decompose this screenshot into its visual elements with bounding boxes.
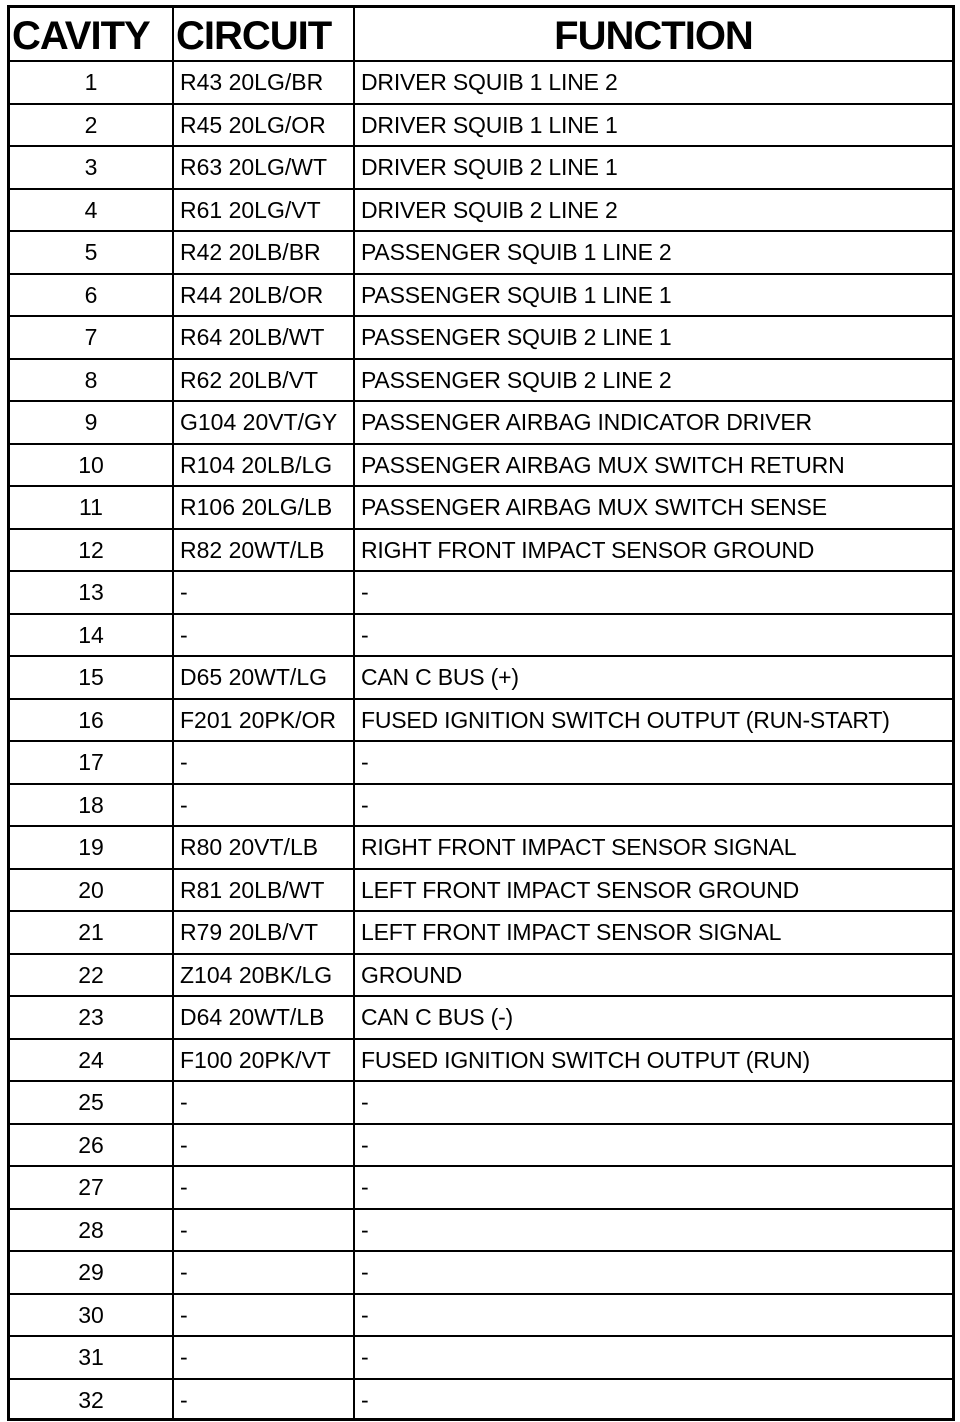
cavity-cell: 15 [10, 656, 173, 699]
function-cell: PASSENGER AIRBAG MUX SWITCH SENSE [354, 486, 952, 529]
circuit-cell: - [173, 784, 354, 827]
function-cell: - [354, 741, 952, 784]
function-cell: - [354, 614, 952, 657]
table-row [10, 1081, 952, 1124]
circuit-cell: R62 20LB/VT [173, 359, 354, 402]
connector-pinout-table-frame [7, 5, 955, 1421]
function-cell: LEFT FRONT IMPACT SENSOR GROUND [354, 869, 952, 912]
circuit-cell: R63 20LG/WT [173, 146, 354, 189]
cavity-cell: 23 [10, 996, 173, 1039]
table-row [10, 1251, 952, 1294]
function-cell: PASSENGER AIRBAG MUX SWITCH RETURN [354, 444, 952, 487]
cavity-cell: 26 [10, 1124, 173, 1167]
circuit-cell: R42 20LB/BR [173, 231, 354, 274]
cavity-cell: 16 [10, 699, 173, 742]
table-row [10, 699, 952, 742]
cavity-cell: 2 [10, 104, 173, 147]
circuit-cell: Z104 20BK/LG [173, 954, 354, 997]
circuit-cell: R79 20LB/VT [173, 911, 354, 954]
table-row [10, 1039, 952, 1082]
table-row [10, 231, 952, 274]
table-row [10, 104, 952, 147]
table-row [10, 911, 952, 954]
circuit-cell: - [173, 1124, 354, 1167]
cavity-cell: 21 [10, 911, 173, 954]
cavity-cell: 28 [10, 1209, 173, 1252]
circuit-cell: R104 20LB/LG [173, 444, 354, 487]
function-cell: - [354, 784, 952, 827]
function-cell: FUSED IGNITION SWITCH OUTPUT (RUN) [354, 1039, 952, 1082]
cavity-cell: 1 [10, 61, 173, 104]
cavity-cell: 20 [10, 869, 173, 912]
table-row [10, 529, 952, 572]
function-cell: - [354, 1081, 952, 1124]
circuit-cell: - [173, 1166, 354, 1209]
function-cell: - [354, 1166, 952, 1209]
circuit-cell: - [173, 571, 354, 614]
table-row [10, 146, 952, 189]
table-row [10, 1336, 952, 1379]
function-cell: PASSENGER SQUIB 1 LINE 2 [354, 231, 952, 274]
table-row [10, 741, 952, 784]
table-row [10, 274, 952, 317]
function-cell: PASSENGER AIRBAG INDICATOR DRIVER [354, 401, 952, 444]
table-row [10, 189, 952, 232]
function-cell: LEFT FRONT IMPACT SENSOR SIGNAL [354, 911, 952, 954]
function-cell: CAN C BUS (+) [354, 656, 952, 699]
cavity-cell: 3 [10, 146, 173, 189]
table-row [10, 1379, 952, 1421]
connector-pinout-table [10, 8, 952, 1420]
function-cell: - [354, 1336, 952, 1379]
cavity-cell: 19 [10, 826, 173, 869]
cavity-cell: 32 [10, 1379, 173, 1421]
table-row [10, 316, 952, 359]
circuit-cell: - [173, 1209, 354, 1252]
circuit-cell: F201 20PK/OR [173, 699, 354, 742]
cavity-cell: 17 [10, 741, 173, 784]
table-row [10, 656, 952, 699]
table-row [10, 61, 952, 104]
cavity-cell: 25 [10, 1081, 173, 1124]
function-cell: GROUND [354, 954, 952, 997]
function-cell: - [354, 1209, 952, 1252]
circuit-cell: R45 20LG/OR [173, 104, 354, 147]
table-row [10, 1294, 952, 1337]
circuit-cell: F100 20PK/VT [173, 1039, 354, 1082]
table-row [10, 869, 952, 912]
cavity-cell: 11 [10, 486, 173, 529]
table-row [10, 1124, 952, 1167]
cavity-cell: 8 [10, 359, 173, 402]
function-cell: - [361, 1386, 369, 1413]
function-cell: DRIVER SQUIB 1 LINE 2 [354, 61, 952, 104]
function-cell: PASSENGER SQUIB 2 LINE 2 [354, 359, 952, 402]
table-row [10, 1166, 952, 1209]
table-row [10, 359, 952, 402]
table-row [10, 486, 952, 529]
circuit-cell: D65 20WT/LG [173, 656, 354, 699]
table-row [10, 996, 952, 1039]
table-row [10, 614, 952, 657]
header-function: FUNCTION [354, 8, 952, 61]
cavity-cell: 31 [10, 1336, 173, 1379]
cavity-cell: 4 [10, 189, 173, 232]
cavity-cell: 9 [10, 401, 173, 444]
circuit-cell: R44 20LB/OR [173, 274, 354, 317]
circuit-cell: R43 20LG/BR [173, 61, 354, 104]
circuit-cell: - [173, 1251, 354, 1294]
table-row [10, 444, 952, 487]
circuit-cell: G104 20VT/GY [173, 401, 354, 444]
cavity-cell: 6 [10, 274, 173, 317]
table-row [10, 571, 952, 614]
cavity-cell: 13 [10, 571, 173, 614]
table-row [10, 954, 952, 997]
circuit-cell: R106 20LG/LB [173, 486, 354, 529]
function-cell: - [354, 571, 952, 614]
cavity-cell: 14 [10, 614, 173, 657]
circuit-cell: - [173, 1081, 354, 1124]
circuit-cell: R81 20LB/WT [173, 869, 354, 912]
table-row [10, 1209, 952, 1252]
circuit-cell: - [173, 741, 354, 784]
table-row [10, 826, 952, 869]
function-cell: DRIVER SQUIB 2 LINE 1 [354, 146, 952, 189]
function-cell: RIGHT FRONT IMPACT SENSOR SIGNAL [354, 826, 952, 869]
table-row [10, 401, 952, 444]
circuit-cell: R82 20WT/LB [173, 529, 354, 572]
function-cell: - [354, 1251, 952, 1294]
cavity-cell: 5 [10, 231, 173, 274]
cavity-cell: 27 [10, 1166, 173, 1209]
function-cell: PASSENGER SQUIB 2 LINE 1 [354, 316, 952, 359]
cavity-cell: 10 [10, 444, 173, 487]
function-cell: DRIVER SQUIB 1 LINE 1 [354, 104, 952, 147]
circuit-cell: R64 20LB/WT [173, 316, 354, 359]
cavity-cell: 12 [10, 529, 173, 572]
table-body [10, 61, 952, 1420]
circuit-cell: D64 20WT/LB [173, 996, 354, 1039]
header-cavity: CAVITY [10, 8, 173, 61]
function-cell: DRIVER SQUIB 2 LINE 2 [354, 189, 952, 232]
circuit-cell: R61 20LG/VT [173, 189, 354, 232]
circuit-cell: - [173, 1379, 354, 1421]
circuit-cell: - [173, 1294, 354, 1337]
header-circuit: CIRCUIT [173, 8, 354, 61]
header-row [10, 8, 952, 61]
cavity-cell: 24 [10, 1039, 173, 1082]
table-row [10, 784, 952, 827]
circuit-cell: - [173, 614, 354, 657]
circuit-cell: - [173, 1336, 354, 1379]
cavity-cell: 30 [10, 1294, 173, 1337]
function-cell: PASSENGER SQUIB 1 LINE 1 [354, 274, 952, 317]
function-cell: - [354, 1124, 952, 1167]
function-cell: FUSED IGNITION SWITCH OUTPUT (RUN-START) [354, 699, 952, 742]
cavity-cell: 22 [10, 954, 173, 997]
cavity-cell: 7 [10, 316, 173, 359]
function-cell: - [354, 1294, 952, 1337]
function-cell: RIGHT FRONT IMPACT SENSOR GROUND [354, 529, 952, 572]
cavity-cell: 29 [10, 1251, 173, 1294]
function-cell: CAN C BUS (-) [354, 996, 952, 1039]
circuit-cell: R80 20VT/LB [173, 826, 354, 869]
cavity-cell: 18 [10, 784, 173, 827]
